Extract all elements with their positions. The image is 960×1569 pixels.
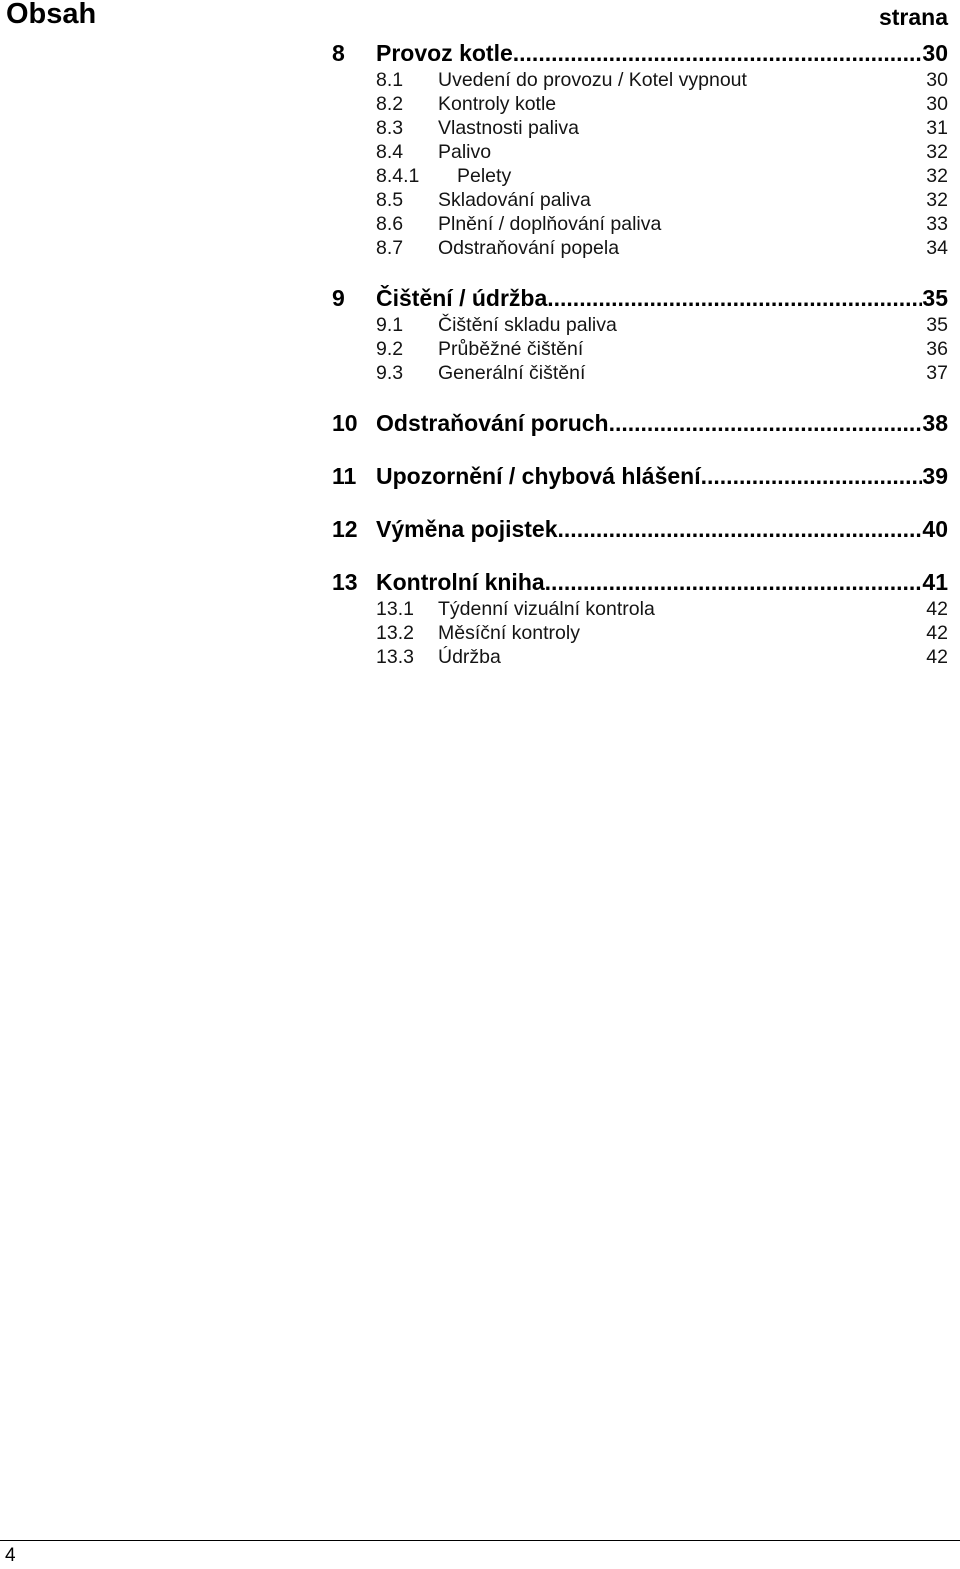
section-number: 8.4 bbox=[376, 141, 404, 163]
section-number: 8.2 bbox=[376, 93, 404, 115]
chapter-title: Upozornění / chybová hlášení bbox=[376, 463, 701, 489]
section-number: 8.5 bbox=[376, 189, 404, 211]
toc-section-link[interactable] bbox=[332, 361, 948, 385]
toc-section-link[interactable] bbox=[332, 116, 948, 140]
chapter-page: 41 bbox=[922, 569, 948, 595]
dot-leader bbox=[547, 283, 922, 313]
section-page: 36 bbox=[926, 338, 948, 360]
section-number: 8.4.1 bbox=[376, 165, 420, 187]
chapter-number: 8 bbox=[332, 40, 345, 66]
section-page: 42 bbox=[926, 598, 948, 620]
section-page: 42 bbox=[926, 646, 948, 668]
toc-chapter-link[interactable] bbox=[332, 408, 948, 438]
section-title: Odstraňování popela bbox=[438, 237, 620, 259]
chapter-number: 11 bbox=[332, 463, 357, 489]
toc-section-link[interactable] bbox=[332, 68, 948, 92]
chapter-number: 12 bbox=[332, 516, 358, 542]
page-title: Obsah bbox=[6, 0, 97, 30]
toc-section-link[interactable] bbox=[332, 236, 948, 260]
section-page: 37 bbox=[926, 362, 948, 384]
toc-section-link[interactable] bbox=[332, 597, 948, 621]
section-title: Palivo bbox=[438, 141, 492, 163]
section-number: 9.1 bbox=[376, 314, 404, 336]
toc-chapter bbox=[332, 461, 948, 491]
chapter-title: Odstraňování poruch bbox=[376, 410, 609, 436]
section-page: 33 bbox=[926, 213, 948, 235]
section-title: Údržba bbox=[438, 646, 501, 668]
section-title: Průběžné čištění bbox=[438, 338, 584, 360]
section-number: 13.1 bbox=[376, 598, 414, 620]
section-title: Pelety bbox=[457, 165, 512, 187]
section-title: Čištění skladu paliva bbox=[438, 314, 617, 336]
toc-section-link[interactable] bbox=[332, 140, 948, 164]
section-number: 8.7 bbox=[376, 237, 404, 259]
chapter-title: Čištění / údržba bbox=[376, 285, 548, 311]
chapter-page: 39 bbox=[922, 463, 948, 489]
section-title: Vlastnosti paliva bbox=[438, 117, 579, 139]
section-number: 13.2 bbox=[376, 622, 414, 644]
section-title: Uvedení do provozu / Kotel vypnout bbox=[438, 69, 747, 91]
chapter-title: Provoz kotle bbox=[376, 40, 513, 66]
section-page: 30 bbox=[926, 93, 948, 115]
toc-section-link[interactable] bbox=[332, 313, 948, 337]
section-page: 31 bbox=[926, 117, 948, 139]
toc-chapter-link[interactable] bbox=[332, 514, 948, 544]
section-page: 32 bbox=[926, 141, 948, 163]
section-number: 8.6 bbox=[376, 213, 404, 235]
toc-chapter-link[interactable] bbox=[332, 461, 948, 491]
section-title: Kontroly kotle bbox=[438, 93, 557, 115]
toc-chapter bbox=[332, 567, 948, 669]
chapter-title: Výměna pojistek bbox=[376, 516, 558, 542]
footer-page-number: 4 bbox=[5, 1545, 16, 1566]
toc-section-link[interactable] bbox=[332, 337, 948, 361]
section-page: 30 bbox=[926, 69, 948, 91]
section-title: Plnění / doplňování paliva bbox=[438, 213, 662, 235]
section-number: 13.3 bbox=[376, 646, 414, 668]
dot-leader bbox=[558, 514, 923, 544]
section-page: 42 bbox=[926, 622, 948, 644]
toc-section-link[interactable] bbox=[332, 645, 948, 669]
chapter-number: 9 bbox=[332, 285, 345, 311]
toc-section-link[interactable] bbox=[332, 212, 948, 236]
section-number: 9.3 bbox=[376, 362, 404, 384]
chapter-page: 35 bbox=[922, 285, 948, 311]
toc-section-link[interactable] bbox=[332, 621, 948, 645]
section-page: 32 bbox=[926, 189, 948, 211]
section-number: 9.2 bbox=[376, 338, 404, 360]
toc-chapter-link[interactable] bbox=[332, 38, 948, 68]
toc-chapter bbox=[332, 514, 948, 544]
dot-leader bbox=[609, 408, 923, 438]
chapter-number: 10 bbox=[332, 410, 358, 436]
section-title: Skladování paliva bbox=[438, 189, 591, 211]
toc-section-link[interactable] bbox=[332, 188, 948, 212]
chapter-page: 40 bbox=[922, 516, 948, 542]
table-of-contents bbox=[332, 38, 948, 692]
page-column-label: strana bbox=[878, 4, 948, 30]
section-title: Měsíční kontroly bbox=[438, 622, 580, 644]
dot-leader bbox=[545, 567, 923, 597]
toc-chapter bbox=[332, 283, 948, 385]
dot-leader bbox=[513, 38, 923, 68]
section-title: Generální čištění bbox=[438, 362, 586, 384]
section-page: 32 bbox=[926, 165, 948, 187]
chapter-page: 30 bbox=[922, 40, 948, 66]
section-number: 8.3 bbox=[376, 117, 404, 139]
toc-chapter bbox=[332, 38, 948, 260]
footer-divider bbox=[0, 1540, 960, 1541]
section-title: Týdenní vizuální kontrola bbox=[438, 598, 655, 620]
toc-section-link[interactable] bbox=[332, 92, 948, 116]
toc-section-link[interactable] bbox=[332, 164, 948, 188]
section-page: 34 bbox=[926, 237, 948, 259]
section-page: 35 bbox=[926, 314, 948, 336]
chapter-page: 38 bbox=[922, 410, 948, 436]
toc-chapter bbox=[332, 408, 948, 438]
chapter-number: 13 bbox=[332, 569, 358, 595]
section-number: 8.1 bbox=[376, 69, 404, 91]
toc-chapter-link[interactable] bbox=[332, 283, 948, 313]
chapter-title: Kontrolní kniha bbox=[376, 569, 545, 595]
dot-leader bbox=[701, 461, 923, 491]
toc-chapter-link[interactable] bbox=[332, 567, 948, 597]
